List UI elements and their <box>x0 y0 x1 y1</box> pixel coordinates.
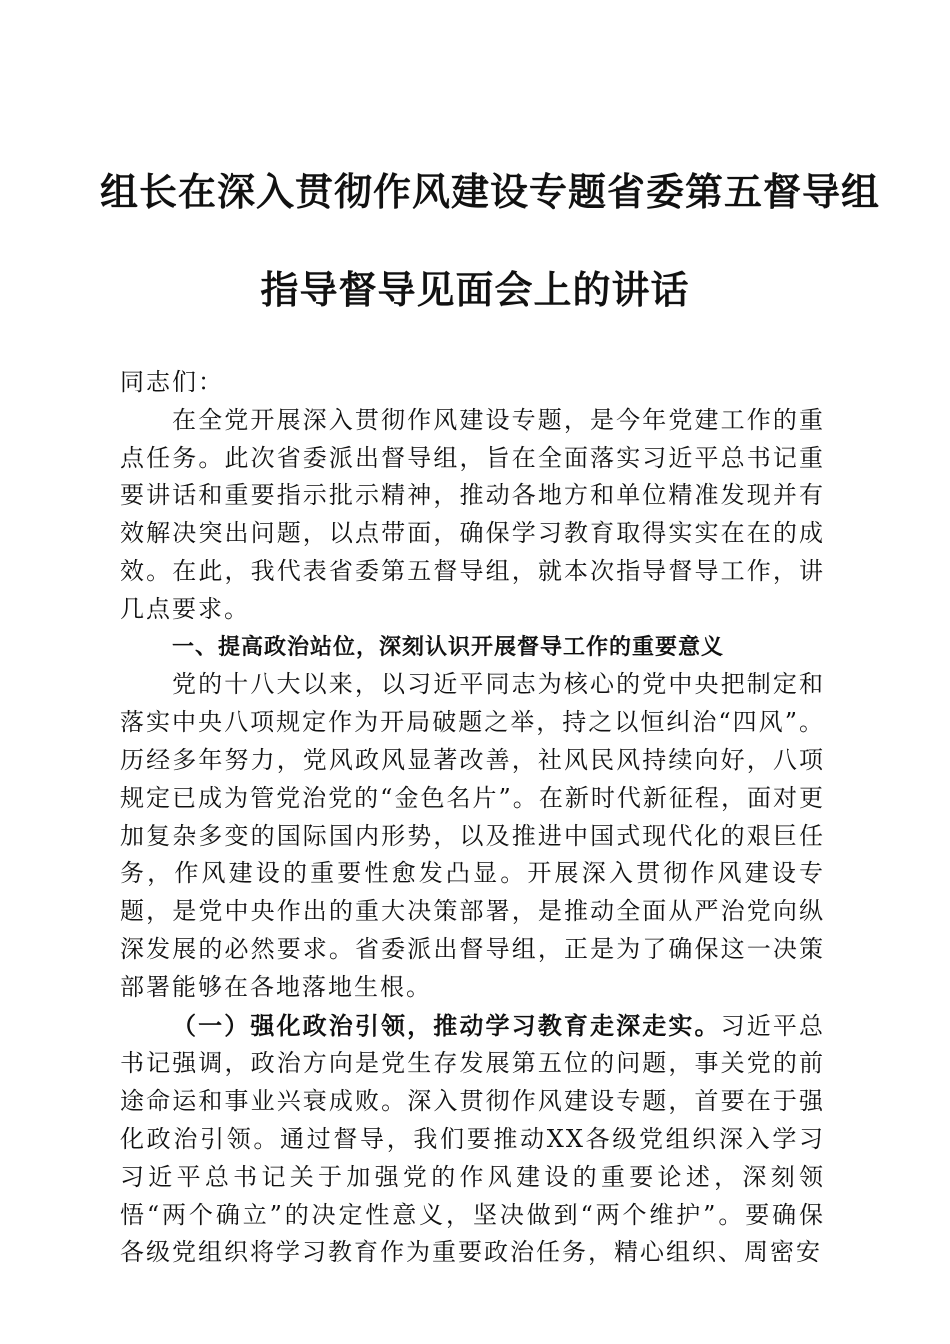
document-body <box>120 364 825 1272</box>
subsection-1-text: 习近平总书记强调，政治方向是党生存发展第五位的问题，事关党的前途命运和事业兴衰成败。深入贯彻作风建设专题，首要在于强化政治引领。通过督导，我们要推动XX各级党组织深入学习习近平总书记关于加强党的作风建设的重要论述，深刻领悟“两个确立”的决定性意义，坚决做到“两个维护”。要确保各级党组织将学习教育作为重要政治任务，精心组织、周密安 <box>120 1011 825 1267</box>
section-heading-1: 一、提高政治站位，深刻认识开展督导工作的重要意义 <box>172 634 725 660</box>
subsection-1-lead: （一）强化政治引领，推动学习教育走深走实。 <box>172 1010 721 1040</box>
document-title-line-2: 指导督导见面会上的讲话 <box>260 267 690 312</box>
paragraph-section-1: 党的十八大以来，以习近平同志为核心的党中央把制定和落实中央八项规定作为开局破题之举，持之以恒纠治“四风”。历经多年努力，党风政风显著改善，社风民风持续向好，八项规定已成为管党治党的“金色名片”。在新时代新征程，面对更加复杂多变的国际国内形势，以及推进中国式现代化的艰巨任务，作风建设的重要性愈发凸显。开展深入贯彻作风建设专题，是党中央作出的重大决策部署，是推动全面从严治党向纵深发展的必然要求。省委派出督导组，正是为了确保这一决策部署能够在各地落地生根。 <box>120 670 825 1001</box>
salutation: 同志们： <box>120 368 224 396</box>
document-title-line-1: 组长在深入贯彻作风建设专题省委第五督导组 <box>100 169 881 214</box>
paragraph-subsection-1 <box>120 1007 825 1273</box>
paragraph-intro: 在全党开展深入贯彻作风建设专题，是今年党建工作的重点任务。此次省委派出督导组，旨在全面落实习近平总书记重要讲话和重要指示批示精神，推动各地方和单位精准发现并有效解决突出问题，以点带面，确保学习教育取得实实在在的成效。在此，我代表省委第五督导组，就本次指导督导工作，讲几点要求。 <box>120 405 825 623</box>
